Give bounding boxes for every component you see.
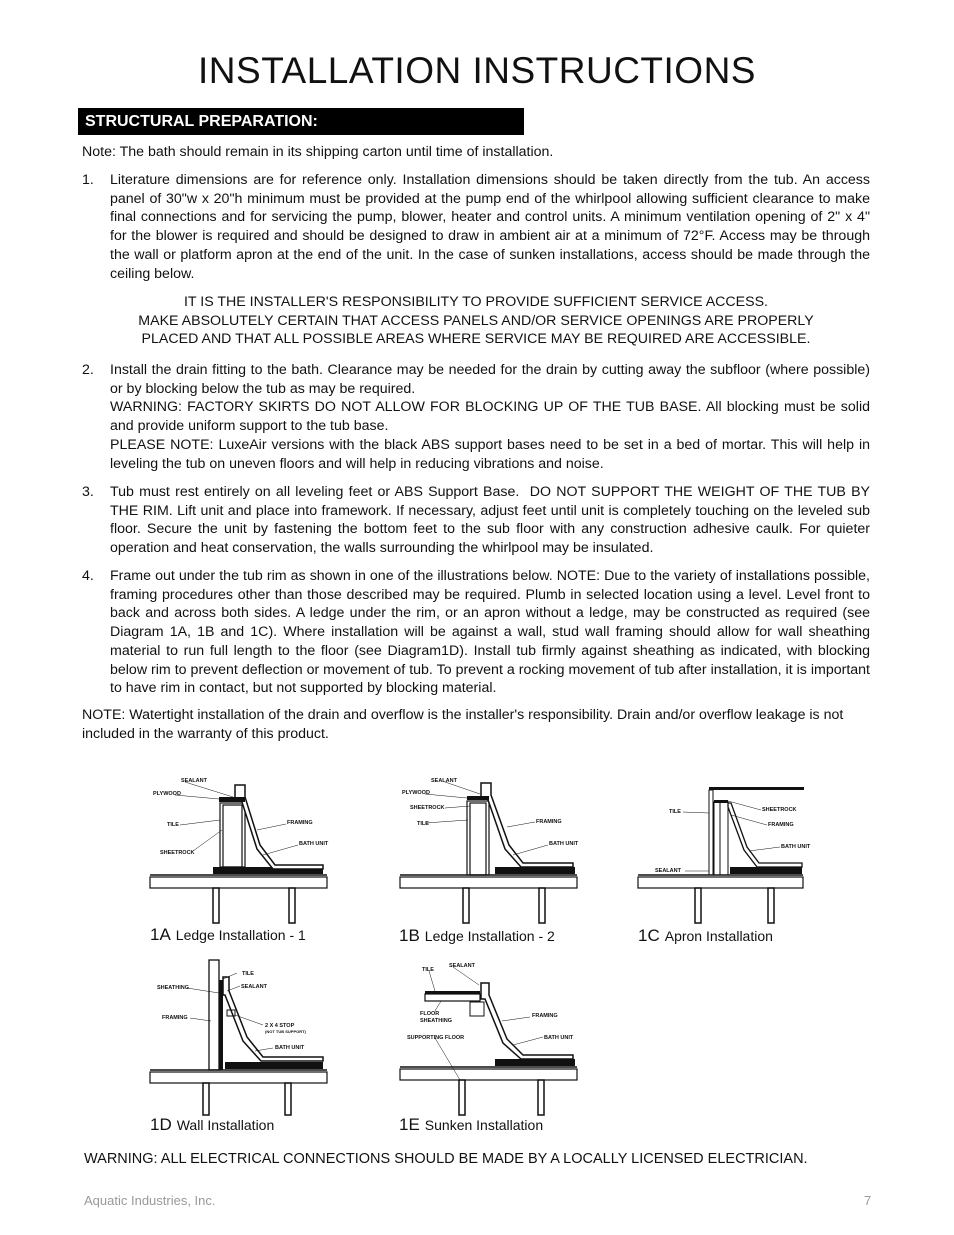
diagram-1e [395,955,585,1117]
label-bath-unit: BATH UNIT [275,1045,305,1051]
instruction-item-1 [82,171,870,283]
item-number: 1. [82,172,94,188]
section-header: STRUCTURAL PREPARATION: [78,108,524,135]
diagram-caption: Apron Installation [664,928,773,944]
watertight-note: NOTE: Watertight installation of the drain and overflow is the installer's responsibility. Drain and/or overflow leakage is not included in the warranty of this product. [82,707,844,742]
item-3-text: Tub must rest entirely on all leveling feet or ABS Support Base. [110,484,520,500]
label-2x4-stop: 2 X 4 STOP [265,1023,295,1029]
label-bath-unit: BATH UNIT [544,1035,574,1041]
item-2-please-rest: This will help in leveling the tub on uneven floors and will help in reducing vibrations and noise. [110,436,870,472]
label-not-tub-support: (NOT TUB SUPPORT) [265,1029,306,1034]
item-2-please-note: PLEASE NOTE: LuxeAir versions with the black ABS support bases need to be set in a bed of mortar. [110,436,767,453]
item-2-warning-rest: All blocking must be solid and provide uniform support to the tub base. [110,399,870,435]
label-tile: TILE [669,809,681,815]
label-framing: FRAMING [532,1013,558,1019]
caps-line: PLACED AND THAT ALL POSSIBLE AREAS WHERE SERVICE MAY BE REQUIRED ARE ACCESSIBLE. [141,331,811,348]
label-sealant: SEALANT [431,778,457,784]
item-number: 4. [82,568,94,584]
item-2-warning: WARNING: FACTORY SKIRTS DO NOT ALLOW FOR BLOCKING UP OF THE TUB BASE. [110,399,702,416]
diagram-reference-1abc: see Diagram 1A, 1B and 1C [110,605,870,641]
diagram-id: 1E [399,1115,420,1134]
label-framing: FRAMING [287,820,313,826]
diagram-id: 1D [150,1115,172,1134]
diagram-caption: Sunken Installation [424,1117,544,1133]
label-sheetrock: SHEETROCK [762,807,797,813]
label-sealant: SEALANT [181,778,207,784]
diagram-id: 1A [150,925,171,944]
item-text [110,483,870,558]
label-sheathing: SHEATHING [420,1018,452,1024]
diagram-1a-caption [150,925,306,945]
item-4-text-c: ). Install tub firmly against sheathing as indicated, with blocking below rim to prevent deflection or movement of tub. To prevent a rocking movement of tub after installation, it is important to have rim in contact, but not supported by blocking material. [110,642,870,697]
item-3-rest: Lift unit and place into framework. If necessary, adjust feet until unit is completely touching on the leveled sub floor. Secure the unit by fastening the bottom feet to the sub floor with any construction adhesive caulk. For quieter operation and heat conservation, the walls surrounding the whirlpool may be insulated. [110,502,870,557]
shipping-note: Note: The bath should remain in its shipping carton until time of installation. [82,144,554,160]
instruction-item-2 [82,361,870,473]
diagram-1d [145,955,335,1117]
page-number: 7 [864,1193,872,1208]
label-bath-unit: BATH UNIT [549,841,579,847]
diagram-reference-1d: see Diagram1D [358,642,460,659]
label-framing: FRAMING [768,822,794,828]
diagram-id: 1C [638,926,660,945]
label-sealant: SEALANT [655,868,681,874]
instruction-item-3 [82,483,870,558]
diagram-1c-caption [638,926,773,946]
electrical-warning: WARNING: ALL ELECTRICAL CONNECTIONS SHOULD BE MADE BY A LOCALLY LICENSED ELECTRICIAN. [84,1151,808,1167]
label-framing: FRAMING [536,819,562,825]
item-4-text-a: Frame out under the tub rim as shown in one of the illustrations below. NOTE: Due to the variety of installations possible, framing procedures other than those described may be required. Plumb in selected location using a level. Level front to back and across both sides. A ledge under the rim, or an apron without a ledge, may be constructed as required ( [110,568,870,622]
label-sheetrock: SHEETROCK [160,850,195,856]
label-sheathing: SHEATHING [157,985,189,991]
item-4-text-b: ). Where installation will be against a wall, stud wall framing should allow for wall sheathing material to run full length to the floor ( [110,624,870,659]
instruction-item-4 [82,567,870,698]
item-text [110,567,870,698]
label-sealant: SEALANT [241,984,267,990]
item-2-text: Install the drain fitting to the bath. Clearance may be needed for the drain by cutting away the subfloor (where possible) or by blocking below the tub as may be required. [110,362,870,397]
label-tile: TILE [167,822,179,828]
label-bath-unit: BATH UNIT [781,844,811,850]
footer-company: Aquatic Industries, Inc. [84,1193,216,1208]
diagram-1a [145,775,335,925]
diagram-1b [395,775,585,925]
diagram-1d-caption [150,1115,274,1135]
label-sealant: SEALANT [449,963,475,969]
diagram-1e-caption [399,1115,543,1135]
label-sheetrock: SHEETROCK [410,805,445,811]
service-access-warning [82,293,870,349]
caps-line: IT IS THE INSTALLER'S RESPONSIBILITY TO PROVIDE SUFFICIENT SERVICE ACCESS. [183,294,769,310]
item-3-caps: DO NOT SUPPORT THE WEIGHT OF THE TUB BY THE RIM. [110,484,870,519]
label-supporting-floor: SUPPORTING FLOOR [407,1035,465,1041]
item-number: 2. [82,362,94,378]
item-number: 3. [82,484,94,500]
diagram-caption: Ledge Installation - 1 [175,927,306,943]
diagram-1b-caption [399,926,555,946]
diagram-caption: Ledge Installation - 2 [424,928,555,944]
caps-line: MAKE ABSOLUTELY CERTAIN THAT ACCESS PANELS AND/OR SERVICE OPENINGS ARE PROPERLY [138,312,814,329]
label-plywood: PLYWOOD [402,790,430,796]
label-framing: FRAMING [162,1015,188,1021]
label-tile: TILE [422,967,434,973]
label-plywood: PLYWOOD [153,791,181,797]
diagram-id: 1B [399,926,420,945]
label-tile: TILE [417,821,429,827]
label-floor: FLOOR [420,1011,440,1017]
diagram-1c [635,775,815,925]
label-bath-unit: BATH UNIT [299,841,329,847]
item-text: Literature dimensions are for reference only. Installation dimensions should be taken directly from the tub. An access panel of 30"w x 20"h minimum must be provided at the pump end of the whirlpool allowing sufficient clearance to make final connections and for servicing the pump, blower, heater and control units. A minimum ventilation opening of 2" x 4" for the blower is required and should be designed to draw in ambient air at a minimum of 72°F. Access may be through the wall or platform apron at the end of the unit. In the case of sunken installations, access should be made through the ceiling below. [110,172,870,282]
page-title: INSTALLATION INSTRUCTIONS [198,50,756,91]
diagram-caption: Wall Installation [176,1117,275,1133]
label-tile: TILE [242,971,254,977]
item-text [110,361,870,473]
